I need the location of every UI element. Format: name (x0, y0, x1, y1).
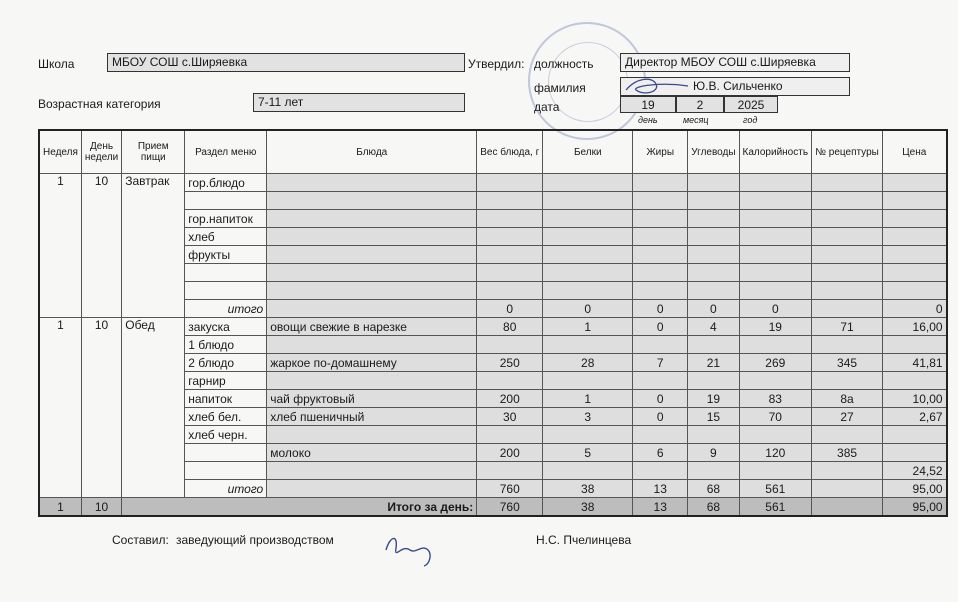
cell-weight (477, 210, 543, 228)
cell-weight (477, 282, 543, 300)
cell-fat (633, 462, 688, 480)
cell-dish: хлеб пшеничный (267, 408, 477, 426)
cell-weight (477, 462, 543, 480)
cell-section: закуска (185, 318, 267, 336)
subtotal-label: итого (185, 480, 267, 498)
cell-carbs (688, 462, 739, 480)
cell-kcal: 70 (739, 408, 812, 426)
cell-protein: 1 (543, 390, 633, 408)
cell-dish (267, 264, 477, 282)
cell-fat: 6 (633, 444, 688, 462)
cell-weight (477, 228, 543, 246)
cell-price (883, 264, 947, 282)
cell-recipe: 345 (812, 354, 883, 372)
position-label: должность (534, 57, 594, 71)
cell-kcal: 83 (739, 390, 812, 408)
cell-fat (633, 336, 688, 354)
subtotal-weight: 760 (477, 480, 543, 498)
cell-fat: 0 (633, 318, 688, 336)
col-price: Цена (883, 130, 947, 174)
cell-carbs: 4 (688, 318, 739, 336)
cell-weight (477, 372, 543, 390)
subtotal-protein: 38 (543, 480, 633, 498)
cell-protein: 5 (543, 444, 633, 462)
col-week: Неделя (39, 130, 81, 174)
cell-dish (267, 210, 477, 228)
day-total-weight: 760 (477, 498, 543, 517)
cell-section: 2 блюдо (185, 354, 267, 372)
director-signature (622, 74, 692, 98)
cell-recipe (812, 462, 883, 480)
cell-weight (477, 426, 543, 444)
day-total-week: 1 (39, 498, 81, 517)
cell-day: 10 (81, 174, 121, 318)
cell-carbs: 9 (688, 444, 739, 462)
surname-field: Ю.В. Сильченко (620, 77, 850, 96)
subtotal-recipe (812, 300, 883, 318)
cell-week: 1 (39, 318, 81, 498)
cell-recipe: 27 (812, 408, 883, 426)
cell-recipe (812, 174, 883, 192)
cell-carbs (688, 192, 739, 210)
cell-section: гор.блюдо (185, 174, 267, 192)
cell-weight: 30 (477, 408, 543, 426)
cell-carbs (688, 336, 739, 354)
cell-protein (543, 210, 633, 228)
compiled-position: заведующий производством (176, 533, 334, 547)
cell-recipe (812, 282, 883, 300)
col-day: День недели (81, 130, 121, 174)
cell-weight: 200 (477, 390, 543, 408)
cell-fat (633, 264, 688, 282)
cell-kcal (739, 426, 812, 444)
cell-price: 41,81 (883, 354, 947, 372)
cell-kcal (739, 228, 812, 246)
subtotal-weight: 0 (477, 300, 543, 318)
cell-protein (543, 372, 633, 390)
cell-dish (267, 246, 477, 264)
cell-price (883, 426, 947, 444)
date-label: дата (534, 100, 560, 114)
col-section: Раздел меню (185, 130, 267, 174)
day-total-price: 95,00 (883, 498, 947, 517)
cell-price (883, 246, 947, 264)
table-header-row (39, 130, 947, 174)
cell-protein (543, 246, 633, 264)
subtotal-recipe (812, 480, 883, 498)
cell-dish (267, 336, 477, 354)
cell-fat (633, 426, 688, 444)
date-day-field: 19 (620, 96, 676, 113)
year-caption: год (743, 115, 758, 125)
cell-fat: 0 (633, 408, 688, 426)
cell-fat (633, 246, 688, 264)
cell-dish (267, 300, 477, 318)
table-row (39, 318, 947, 336)
subtotal-kcal: 0 (739, 300, 812, 318)
cell-carbs (688, 282, 739, 300)
date-year-field: 2025 (724, 96, 778, 113)
cell-price (883, 444, 947, 462)
cell-protein: 28 (543, 354, 633, 372)
day-total-label: Итого за день: (122, 498, 477, 517)
age-category-label: Возрастная категория (38, 97, 161, 111)
cell-kcal (739, 192, 812, 210)
cell-section (185, 264, 267, 282)
cell-dish (267, 372, 477, 390)
day-total-day: 10 (81, 498, 121, 517)
cell-kcal (739, 336, 812, 354)
cell-fat: 7 (633, 354, 688, 372)
cell-dish: молоко (267, 444, 477, 462)
cell-kcal (739, 372, 812, 390)
cell-price (883, 210, 947, 228)
cell-kcal (739, 264, 812, 282)
cell-price (883, 174, 947, 192)
cell-protein: 3 (543, 408, 633, 426)
surname-label: фамилия (534, 81, 586, 95)
cell-section (185, 462, 267, 480)
cell-section: фрукты (185, 246, 267, 264)
cell-section (185, 192, 267, 210)
day-total-fat: 13 (633, 498, 688, 517)
cell-carbs (688, 372, 739, 390)
cell-fat: 0 (633, 390, 688, 408)
subtotal-label: итого (185, 300, 267, 318)
cell-dish: жаркое по-домашнему (267, 354, 477, 372)
cell-section (185, 282, 267, 300)
cell-price: 16,00 (883, 318, 947, 336)
cell-kcal: 269 (739, 354, 812, 372)
cell-section: гарнир (185, 372, 267, 390)
cell-fat (633, 174, 688, 192)
subtotal-kcal: 561 (739, 480, 812, 498)
cell-carbs (688, 228, 739, 246)
col-carbs: Углеводы (688, 130, 739, 174)
cell-carbs (688, 426, 739, 444)
cell-kcal (739, 246, 812, 264)
cell-protein (543, 282, 633, 300)
cell-section: хлеб бел. (185, 408, 267, 426)
cell-dish (267, 426, 477, 444)
cell-recipe (812, 246, 883, 264)
cell-weight: 250 (477, 354, 543, 372)
cell-protein (543, 174, 633, 192)
cell-weight (477, 264, 543, 282)
cell-weight: 80 (477, 318, 543, 336)
cell-dish (267, 462, 477, 480)
subtotal-carbs: 0 (688, 300, 739, 318)
col-recipe: № рецептуры (812, 130, 883, 174)
cell-carbs: 15 (688, 408, 739, 426)
cell-carbs: 19 (688, 390, 739, 408)
cell-week: 1 (39, 174, 81, 318)
cell-carbs (688, 246, 739, 264)
cell-fat (633, 372, 688, 390)
cell-fat (633, 228, 688, 246)
cell-price (883, 228, 947, 246)
cell-kcal (739, 282, 812, 300)
compiled-label: Составил: (112, 533, 169, 547)
cell-section: хлеб черн. (185, 426, 267, 444)
cell-price (883, 192, 947, 210)
cell-weight: 200 (477, 444, 543, 462)
cell-weight (477, 336, 543, 354)
cell-protein: 1 (543, 318, 633, 336)
col-fat: Жиры (633, 130, 688, 174)
cell-meal: Обед (122, 318, 185, 498)
cell-kcal (739, 210, 812, 228)
date-month-field: 2 (676, 96, 724, 113)
cell-recipe: 8а (812, 390, 883, 408)
cell-section: гор.напиток (185, 210, 267, 228)
col-protein: Белки (543, 130, 633, 174)
cell-dish (267, 192, 477, 210)
subtotal-protein: 0 (543, 300, 633, 318)
col-kcal: Калорийность (739, 130, 812, 174)
cell-price: 24,52 (883, 462, 947, 480)
cell-kcal (739, 174, 812, 192)
cell-fat (633, 282, 688, 300)
cell-protein (543, 336, 633, 354)
cell-weight (477, 246, 543, 264)
day-total-kcal: 561 (739, 498, 812, 517)
day-total-protein: 38 (543, 498, 633, 517)
cell-recipe (812, 336, 883, 354)
subtotal-price: 0 (883, 300, 947, 318)
month-caption: месяц (683, 115, 709, 125)
compiler-signature (380, 530, 440, 568)
day-caption: день (638, 115, 658, 125)
cell-carbs (688, 174, 739, 192)
cell-price (883, 336, 947, 354)
col-weight: Вес блюда, г (477, 130, 543, 174)
cell-kcal: 19 (739, 318, 812, 336)
approved-label: Утвердил: (468, 57, 525, 71)
col-dish: Блюда (267, 130, 477, 174)
position-field: Директор МБОУ СОШ с.Ширяевка (620, 53, 850, 72)
cell-section: хлеб (185, 228, 267, 246)
cell-carbs (688, 264, 739, 282)
cell-recipe (812, 228, 883, 246)
cell-protein (543, 462, 633, 480)
subtotal-price: 95,00 (883, 480, 947, 498)
cell-recipe (812, 264, 883, 282)
cell-recipe: 385 (812, 444, 883, 462)
table-row (39, 174, 947, 192)
cell-recipe: 71 (812, 318, 883, 336)
cell-recipe (812, 192, 883, 210)
cell-protein (543, 228, 633, 246)
cell-price: 10,00 (883, 390, 947, 408)
school-label: Школа (38, 57, 75, 71)
day-total-row (39, 498, 947, 517)
compiled-name: Н.С. Пчелинцева (536, 533, 632, 547)
age-category-field: 7-11 лет (253, 93, 465, 112)
cell-recipe (812, 372, 883, 390)
cell-carbs (688, 210, 739, 228)
school-field: МБОУ СОШ с.Ширяевка (107, 53, 465, 72)
cell-price (883, 372, 947, 390)
cell-dish: овощи свежие в нарезке (267, 318, 477, 336)
col-meal: Прием пищи (122, 130, 185, 174)
day-total-recipe (812, 498, 883, 517)
day-total-carbs: 68 (688, 498, 739, 517)
cell-dish (267, 174, 477, 192)
cell-dish: чай фруктовый (267, 390, 477, 408)
cell-section: напиток (185, 390, 267, 408)
menu-table (38, 129, 948, 517)
cell-protein (543, 264, 633, 282)
subtotal-fat: 13 (633, 480, 688, 498)
cell-price: 2,67 (883, 408, 947, 426)
cell-fat (633, 210, 688, 228)
cell-day: 10 (81, 318, 121, 498)
cell-recipe (812, 210, 883, 228)
cell-protein (543, 426, 633, 444)
subtotal-carbs: 68 (688, 480, 739, 498)
cell-kcal: 120 (739, 444, 812, 462)
cell-weight (477, 174, 543, 192)
cell-fat (633, 192, 688, 210)
cell-dish (267, 282, 477, 300)
cell-weight (477, 192, 543, 210)
cell-dish (267, 480, 477, 498)
subtotal-fat: 0 (633, 300, 688, 318)
cell-kcal (739, 462, 812, 480)
cell-protein (543, 192, 633, 210)
cell-section (185, 444, 267, 462)
cell-recipe (812, 426, 883, 444)
cell-price (883, 282, 947, 300)
cell-section: 1 блюдо (185, 336, 267, 354)
cell-meal: Завтрак (122, 174, 185, 318)
cell-carbs: 21 (688, 354, 739, 372)
cell-dish (267, 228, 477, 246)
